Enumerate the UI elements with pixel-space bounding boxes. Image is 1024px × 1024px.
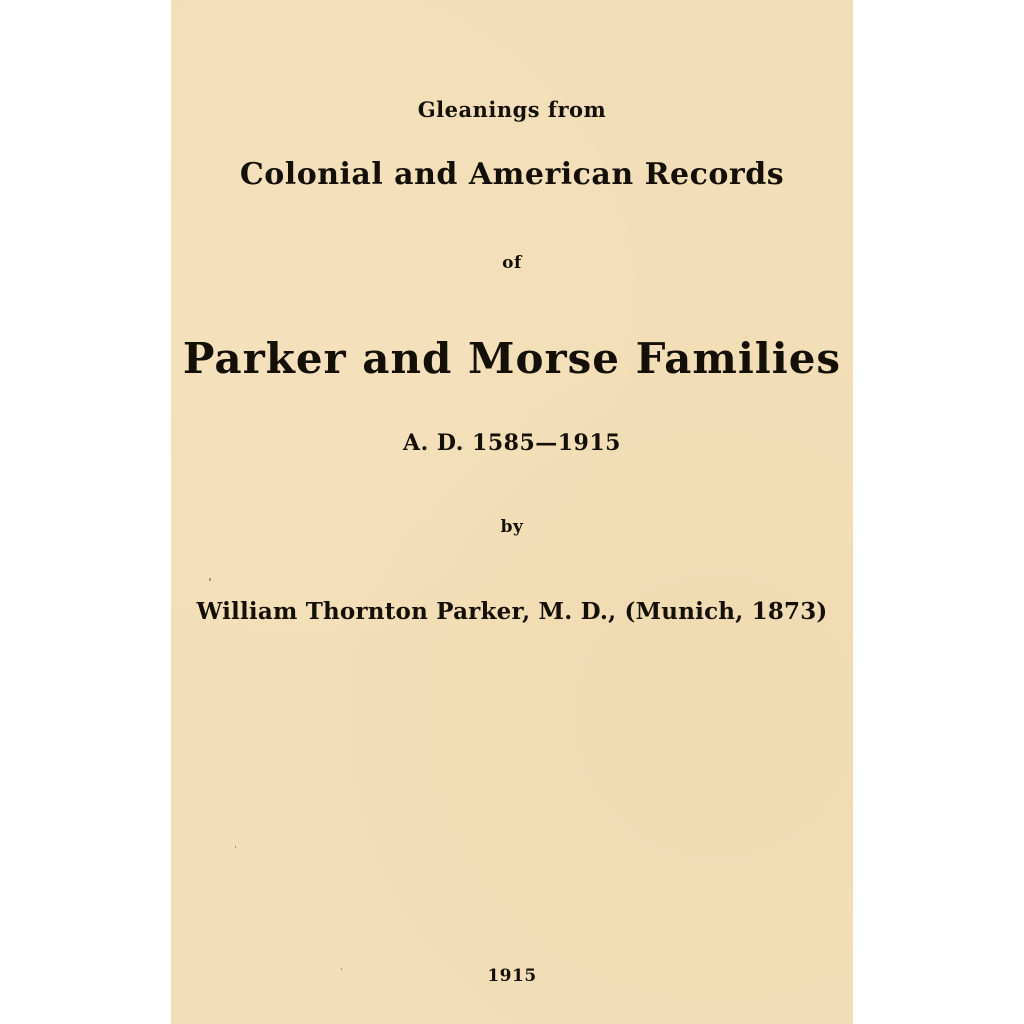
main-title: Parker and Morse Families: [182, 334, 842, 383]
paper-speck: [235, 846, 236, 848]
title-page: [171, 0, 853, 1024]
publication-year: 1915: [487, 966, 537, 986]
subtitle-gleanings: Gleanings from: [417, 97, 607, 122]
subtitle-records: Colonial and American Records: [239, 157, 785, 192]
date-range: A. D. 1585—1915: [403, 430, 621, 456]
paper-speck: [209, 578, 211, 581]
connector-by: by: [500, 517, 524, 537]
connector-of: of: [502, 253, 522, 273]
author-name: William Thornton Parker, M. D., (Munich, 1873): [196, 598, 828, 625]
paper-speck: [341, 968, 342, 970]
